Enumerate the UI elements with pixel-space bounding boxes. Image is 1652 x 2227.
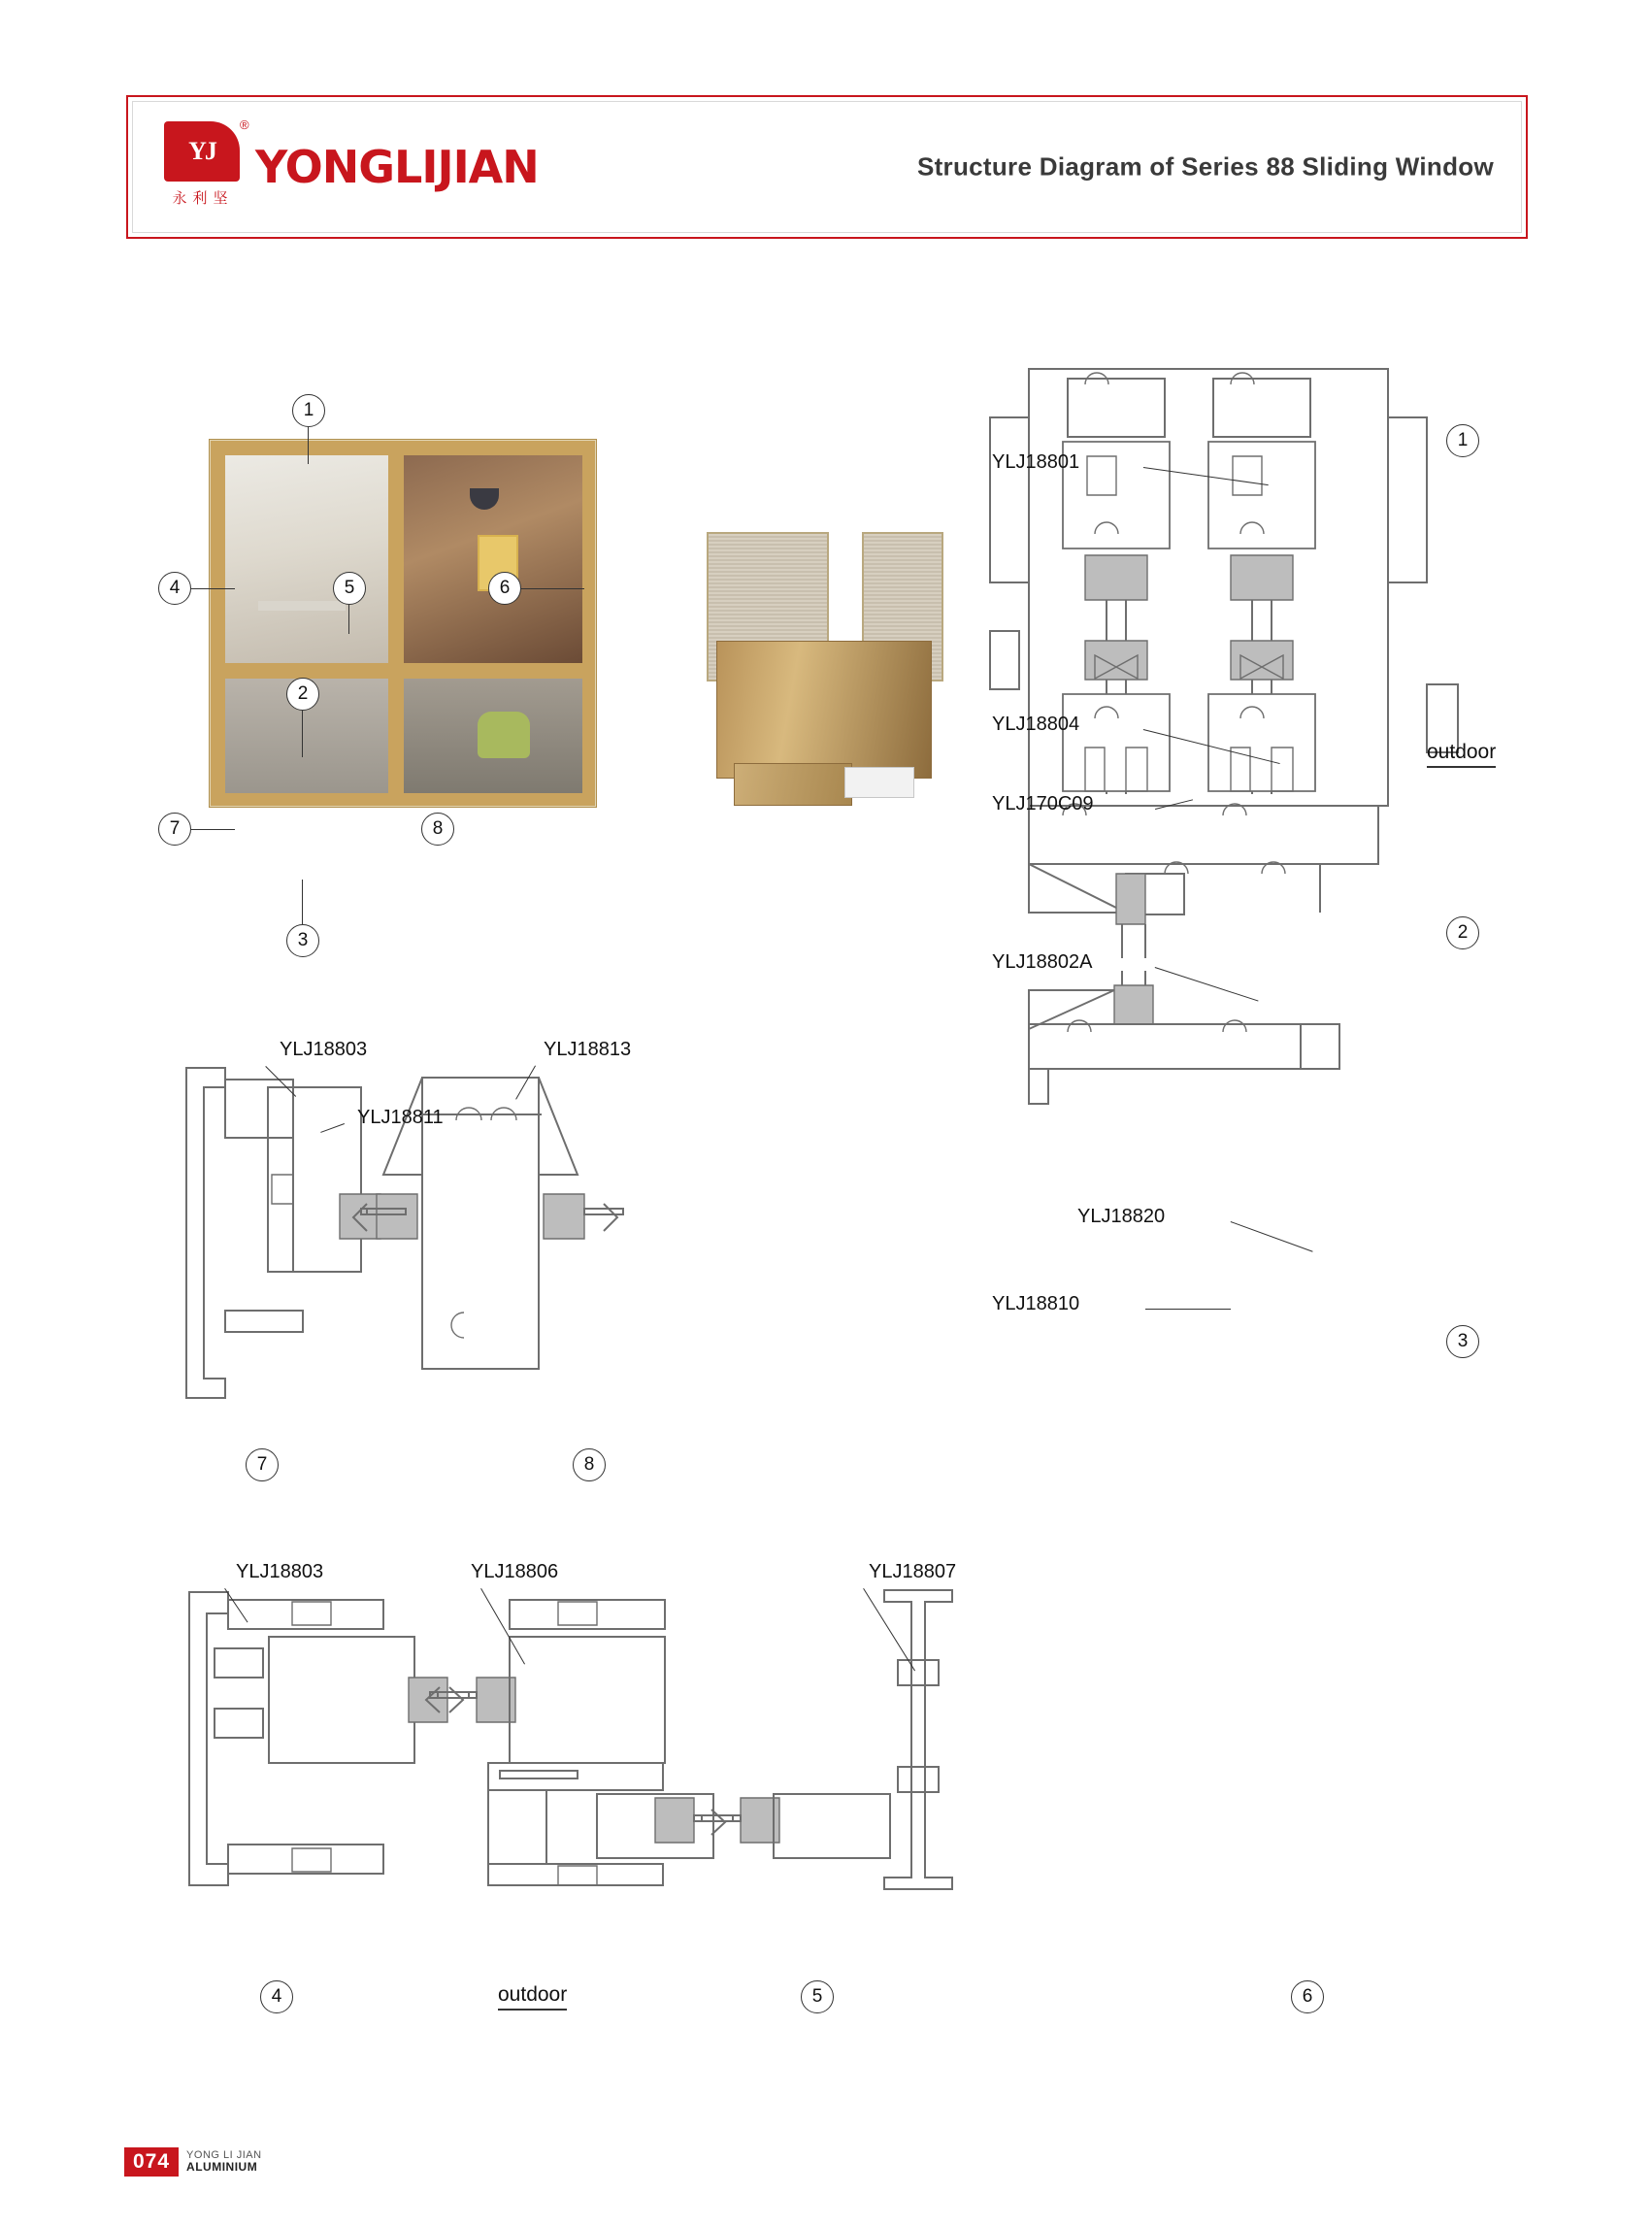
callout-2: 2	[286, 678, 319, 711]
part-label-ylj18811: YLJ18811	[357, 1107, 444, 1128]
leader-ylj18810	[1145, 1309, 1231, 1310]
section-callout-6: 6	[1291, 1980, 1324, 2013]
part-label-ylj18801: YLJ18801	[992, 451, 1080, 473]
leader-6	[521, 588, 584, 589]
leader-5	[348, 605, 349, 634]
leader-7	[191, 829, 235, 830]
profile-body	[716, 641, 932, 779]
part-label-ylj18820: YLJ18820	[1077, 1206, 1166, 1227]
registered-trademark-icon: ®	[240, 117, 249, 132]
callout-8: 8	[421, 813, 454, 846]
photo-pane-bottom-right	[404, 679, 582, 793]
brand-logo	[156, 114, 539, 220]
callout-1: 1	[292, 394, 325, 427]
footer-line-2: ALUMINIUM	[186, 2160, 258, 2175]
brand-name: YONGLIJIAN	[255, 141, 539, 193]
section-callout-8: 8	[573, 1448, 606, 1481]
page-number: 074	[124, 2147, 179, 2177]
page-header	[126, 95, 1528, 239]
section-callout-4: 4	[260, 1980, 293, 2013]
header-inner	[132, 101, 1522, 233]
section-callout-7: 7	[246, 1448, 279, 1481]
leader-3	[302, 880, 303, 924]
page-footer	[124, 2147, 262, 2177]
section-callout-1: 1	[1446, 424, 1479, 457]
photo-pane-top-left	[225, 455, 388, 663]
part-label-ylj18806: YLJ18806	[471, 1561, 559, 1582]
part-label-ylj18813: YLJ18813	[544, 1039, 632, 1060]
callout-3: 3	[286, 924, 319, 957]
window-product-photo	[209, 439, 597, 808]
logo-mark-icon	[156, 114, 249, 220]
horizontal-section-drawing-7-8	[175, 1058, 718, 1388]
section-callout-5: 5	[801, 1980, 834, 2013]
section-callout-3: 3	[1446, 1325, 1479, 1358]
footer-line-1: YONG LI JIAN	[186, 2148, 262, 2161]
logo-badge-icon	[164, 121, 240, 182]
callout-6: 6	[488, 572, 521, 605]
outdoor-label-vertical: outdoor	[1427, 741, 1496, 768]
leader-2	[302, 711, 303, 757]
leader-4	[191, 588, 235, 589]
profile-white-insert	[844, 767, 914, 798]
horizontal-section-drawing-4-5-6	[180, 1573, 1403, 1903]
part-label-ylj18803-mid: YLJ18803	[280, 1039, 368, 1060]
section-callout-2: 2	[1446, 916, 1479, 949]
leader-1	[308, 427, 309, 464]
profile-body-lower	[734, 763, 852, 806]
footer-brand	[186, 2150, 262, 2174]
part-label-ylj18810: YLJ18810	[992, 1293, 1080, 1314]
page-title: Structure Diagram of Series 88 Sliding Window	[916, 151, 1494, 182]
callout-4: 4	[158, 572, 191, 605]
outdoor-label-bottom: outdoor	[498, 1983, 567, 2011]
part-label-ylj18803-bottom: YLJ18803	[236, 1561, 324, 1582]
profile-corner-sample-photo	[699, 524, 951, 815]
brand-name-cjk: 永利坚	[172, 189, 234, 207]
photo-pane-top-right	[404, 455, 582, 663]
callout-5: 5	[333, 572, 366, 605]
part-label-ylj18807: YLJ18807	[869, 1561, 957, 1582]
part-label-ylj18804: YLJ18804	[992, 714, 1080, 735]
logo-initials: YJ	[188, 137, 215, 165]
part-label-ylj18802a: YLJ18802A	[992, 951, 1093, 973]
callout-7: 7	[158, 813, 191, 846]
part-label-ylj170c09: YLJ170C09	[992, 793, 1094, 814]
